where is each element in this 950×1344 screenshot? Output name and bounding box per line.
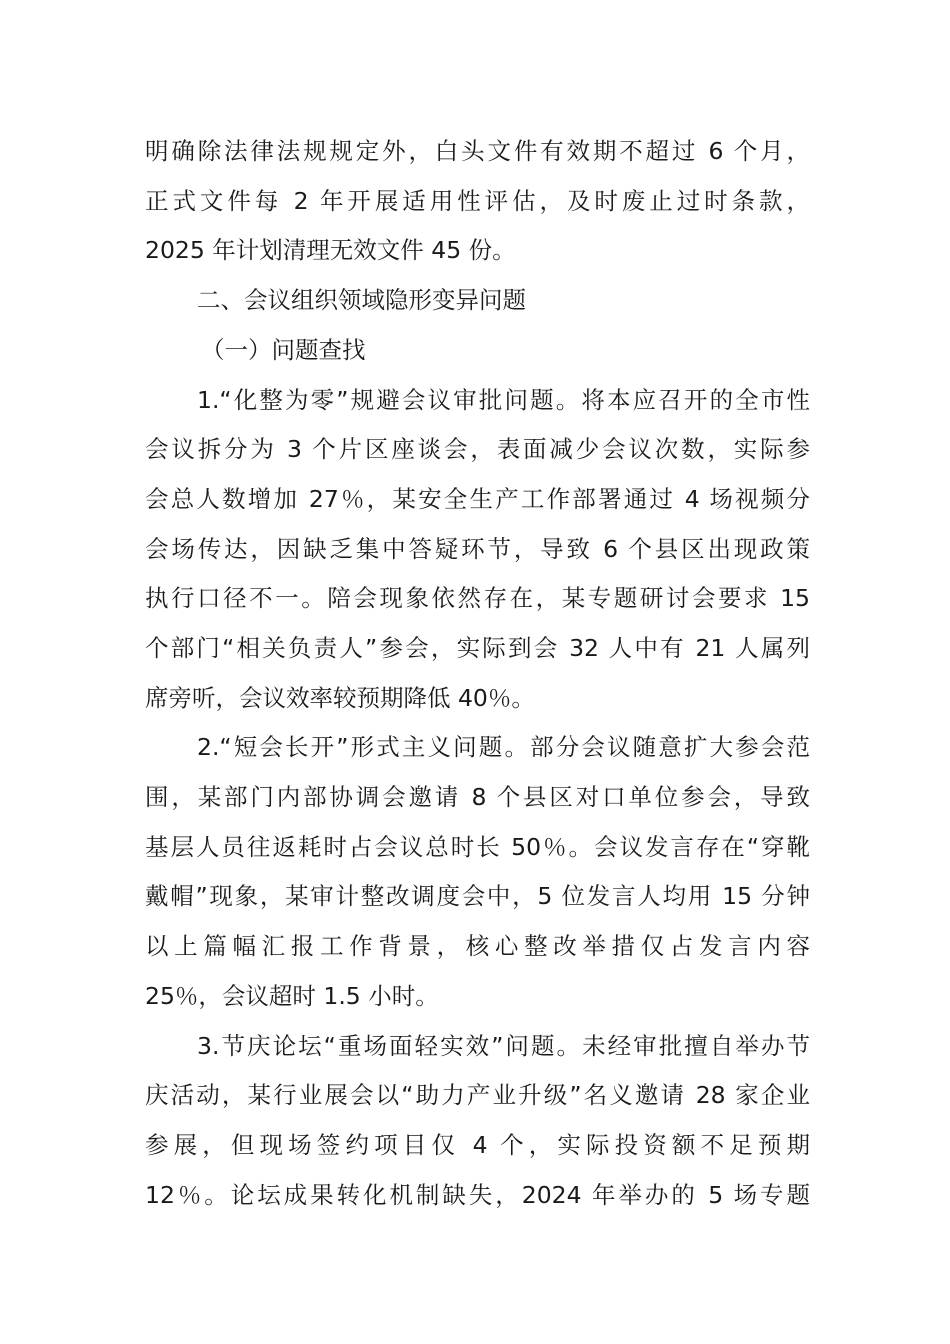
paragraph-line: 12％。论坛成果转化机制缺失，2024 年举办的 5 场专题 (145, 1181, 810, 1209)
paragraph-line: 25％，会议超时 1.5 小时。 (145, 982, 439, 1010)
paragraph-line: 以上篇幅汇报工作背景，核心整改举措仅占发言内容 (145, 932, 810, 960)
paragraph-line: 戴帽”现象，某审计整改调度会中，5 位发言人均用 15 分钟 (145, 882, 810, 910)
subsection-heading: （一）问题查找 (201, 336, 366, 364)
paragraph-line: 庆活动，某行业展会以“助力产业升级”名义邀请 28 家企业 (145, 1081, 810, 1109)
paragraph-line: 执行口径不一。陪会现象依然存在，某专题研讨会要求 15 (145, 584, 810, 612)
paragraph-line: 1.“化整为零”规避会议审批问题。将本应召开的全市性 (197, 386, 810, 414)
paragraph-line: 个部门“相关负责人”参会，实际到会 32 人中有 21 人属列 (145, 634, 810, 662)
paragraph-line: 明确除法律法规规定外，白头文件有效期不超过 6 个月， (145, 137, 810, 165)
paragraph-line: 2.“短会长开”形式主义问题。部分会议随意扩大参会范 (197, 733, 810, 761)
paragraph-line: 会场传达，因缺乏集中答疑环节，导致 6 个县区出现政策 (145, 535, 810, 563)
paragraph-line: 正式文件每 2 年开展适用性评估，及时废止过时条款， (145, 187, 810, 215)
paragraph-line: 参展，但现场签约项目仅 4 个，实际投资额不足预期 (145, 1131, 810, 1159)
paragraph-line: 会总人数增加 27％，某安全生产工作部署通过 4 场视频分 (145, 485, 810, 513)
paragraph-line: 2025 年计划清理无效文件 45 份。 (145, 236, 516, 264)
paragraph-line: 基层人员往返耗时占会议总时长 50％。会议发言存在“穿靴 (145, 833, 810, 861)
paragraph-line: 围，某部门内部协调会邀请 8 个县区对口单位参会，导致 (145, 783, 810, 811)
section-heading: 二、会议组织领域隐形变异问题 (197, 286, 526, 314)
paragraph-line: 席旁听，会议效率较预期降低 40％。 (145, 684, 535, 712)
paragraph-line: 会议拆分为 3 个片区座谈会，表面减少会议次数，实际参 (145, 435, 810, 463)
paragraph-line: 3.节庆论坛“重场面轻实效”问题。未经审批擅自举办节 (197, 1032, 810, 1060)
